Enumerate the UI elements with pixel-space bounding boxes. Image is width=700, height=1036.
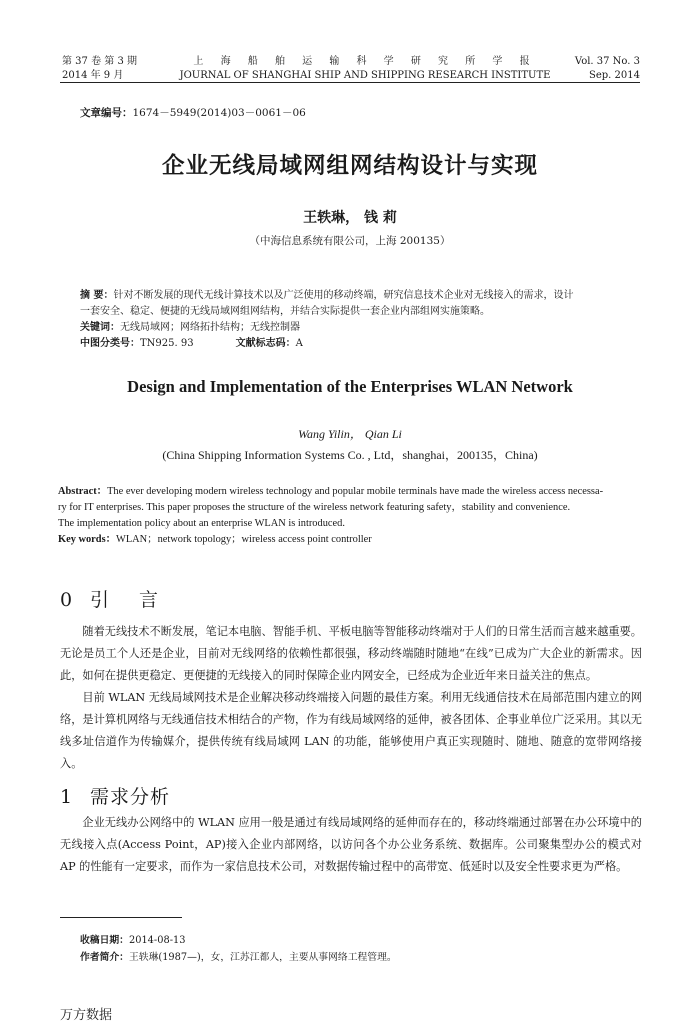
abstract-cn-label: 摘 要： bbox=[80, 290, 114, 301]
section-0-body bbox=[60, 621, 642, 775]
keywords-en: WLAN；network topology；wireless access point controller bbox=[116, 534, 372, 545]
bio-label: 作者简介： bbox=[80, 952, 129, 963]
doc-code-value: A bbox=[295, 338, 303, 349]
header-divider bbox=[60, 82, 640, 83]
abstract-cn-line2: 一套安全、稳定、便捷的无线局域网组网结构，并结合实际提供一套企业内部组网实施策略。 bbox=[80, 306, 490, 317]
clc-value: TN925. 93 bbox=[140, 338, 194, 349]
authors-cn: 王轶琳， 钱 莉 bbox=[303, 210, 397, 226]
received-label: 收稿日期： bbox=[80, 935, 129, 946]
date-cn: 2014 年 9 月 bbox=[62, 70, 124, 81]
watermark: 万方数据 bbox=[60, 1008, 113, 1023]
abstract-en-line2: ry for IT enterprises. This paper proposes the structure of the wireless network featuring safety，stability and convenience. bbox=[58, 502, 571, 513]
author-bio: 王轶琳(1987—)，女，江苏江都人，主要从事网络工程管理。 bbox=[128, 952, 397, 963]
keywords-en-label: Key words： bbox=[58, 534, 117, 545]
section-1-para-1: 企业无线办公网络中的 WLAN 应用一般是通过有线局域网络的延伸而存在的，移动终端通过部署在办公环境中的无线接入点(Access Point，AP)接入企业内部网络，以访问各个办公业务系统、数据库。公司聚集型办公的模式对 AP 的性能有一定要求，而作为一家信息技术公司，对数据传输过程中的高带宽、低延时以及安全性要求更为严格。 bbox=[60, 816, 642, 873]
abstract-en bbox=[58, 484, 642, 548]
footnote-divider bbox=[60, 917, 182, 918]
date-en: Sep. 2014 bbox=[589, 70, 640, 81]
article-number-value: 1674－5949(2014)03－0061－06 bbox=[132, 107, 306, 119]
abstract-en-line1: The ever developing modern wireless technology and popular mobile terminals have made the wireless access necessa- bbox=[107, 486, 604, 497]
journal-name-cn: 上 海 船 舶 运 输 科 学 研 究 所 学 报 bbox=[193, 56, 537, 67]
title-cn: 企业无线局域网组网结构设计与实现 bbox=[161, 153, 538, 179]
journal-header-center bbox=[170, 55, 560, 83]
section-1-heading bbox=[60, 782, 170, 809]
abstract-en-line3: The implementation policy about an enterprise WLAN is introduced. bbox=[58, 518, 345, 529]
doc-code-label: 文献标志码： bbox=[235, 338, 296, 349]
journal-header-left bbox=[62, 55, 137, 83]
section-1-title: 需求分析 bbox=[90, 786, 171, 808]
vol-issue-cn: 第 37 卷 第 3 期 bbox=[62, 56, 137, 67]
article-number bbox=[80, 105, 306, 120]
section-0-number: 0 bbox=[60, 589, 73, 611]
journal-header-right bbox=[575, 55, 640, 83]
section-0-title: 引 言 bbox=[90, 589, 171, 611]
authors-en: Wang Yilin， Qian Li bbox=[298, 427, 402, 441]
affiliation-en: (China Shipping Information Systems Co. , Ltd，shanghai，200135，China) bbox=[162, 448, 538, 462]
section-1-body bbox=[60, 812, 642, 878]
vol-issue-en: Vol. 37 No. 3 bbox=[574, 56, 640, 67]
footnotes bbox=[80, 932, 640, 966]
journal-name-en: JOURNAL OF SHANGHAI SHIP AND SHIPPING RESEARCH INSTITUTE bbox=[179, 70, 551, 81]
abstract-cn-line1: 针对不断发展的现代无线计算技术以及广泛使用的移动终端，研究信息技术企业对无线接入的需求，设计 bbox=[113, 290, 574, 301]
article-number-label: 文章编号： bbox=[80, 107, 133, 119]
keywords-cn-label: 关键词： bbox=[80, 322, 120, 333]
clc-label: 中图分类号： bbox=[80, 338, 140, 349]
section-1-number: 1 bbox=[60, 786, 73, 808]
received-date: 2014-08-13 bbox=[128, 935, 186, 946]
affiliation-cn: （中海信息系统有限公司，上海 200135） bbox=[249, 235, 451, 247]
section-0-para-2: 目前 WLAN 无线局域网技术是企业解决移动终端接入问题的最佳方案。利用无线通信技术在局部范围内建立的网络，是计算机网络与无线通信技术相结合的产物，作为有线局域网络的延伸，被各团体、企事业单位广泛采用。其以无线多址信道作为传输媒介，提供传统有线局域网 LAN 的功能，能够使用户真正实现随时、随地、随意的宽带网络接入。 bbox=[60, 691, 642, 770]
keywords-cn: 无线局域网；网络拓扑结构；无线控制器 bbox=[120, 322, 300, 333]
abstract-cn bbox=[80, 288, 620, 352]
abstract-en-label: Abstract： bbox=[58, 486, 108, 497]
section-0-para-1: 随着无线技术不断发展，笔记本电脑、智能手机、平板电脑等智能移动终端对于人们的日常生活而言越来越重要。无论是员工个人还是企业，目前对无线网络的依赖性都很强，移动终端随时随地“在线”已成为广大企业的新需求。因此，如何在提供更稳定、更便捷的无线接入的同时保障企业内网安全，已经成为企业近年来日益关注的焦点。 bbox=[60, 625, 642, 682]
title-en: Design and Implementation of the Enterprises WLAN Network bbox=[127, 377, 573, 396]
section-0-heading bbox=[60, 585, 170, 612]
